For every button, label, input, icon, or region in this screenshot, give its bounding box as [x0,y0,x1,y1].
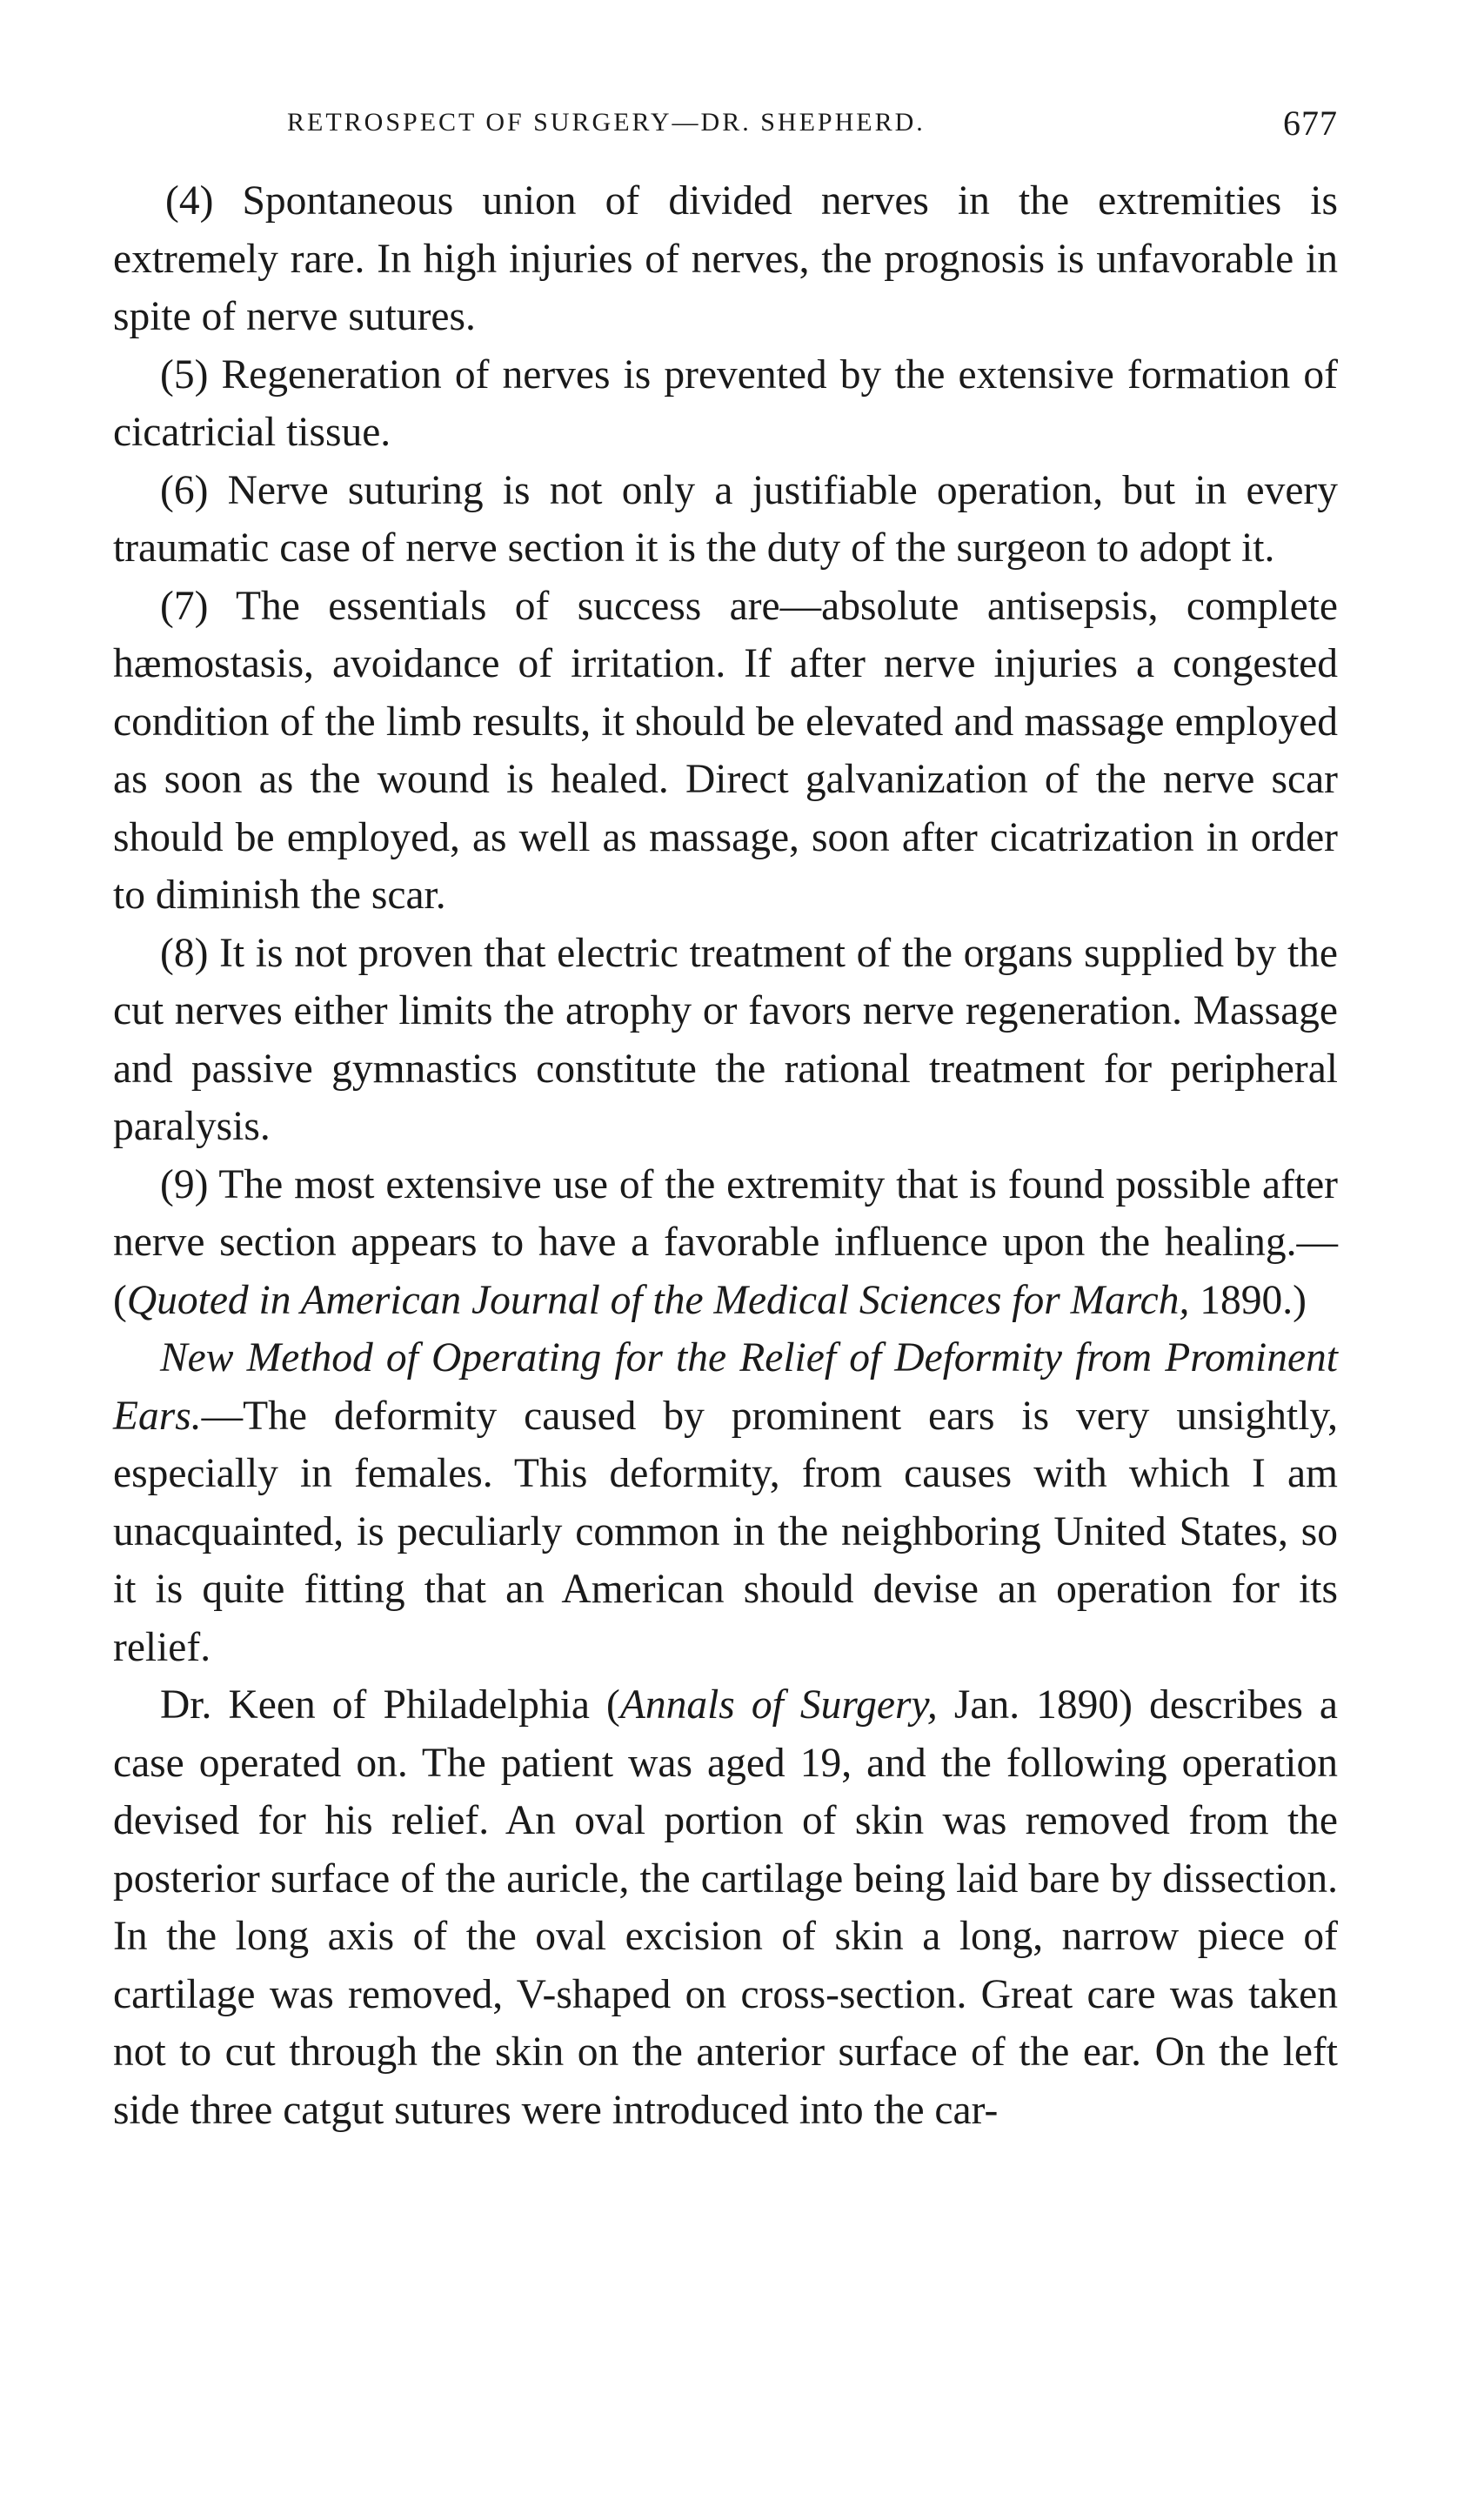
paragraph-keen-rest: Jan. 1890) describes a case operated on. The patient was aged 19, and the following operation devised for his relief. An oval portion of skin was removed from the posterior surface of the auricle, the cartilage being laid bare by dissection. In the long axis of the oval excision of skin a long, narrow piece of cartilage was removed, V-shaped on cross-section. Great care was taken not to cut through the skin on the anterior surface of the ear. On the left side three catgut sutures were introduced into the car- [113,1682,1339,2133]
running-head-title: RETROSPECT OF SURGERY—DR. SHEPHERD. [287,108,926,137]
page-number: 677 [1283,104,1338,143]
section-heading-prominent-ears: New Method of Operating for the Relief of Deformity from Prominent Ears. [113,1335,1338,1439]
body-text [113,172,1338,2139]
running-head [113,103,1338,172]
paragraph-ears-text: —The deformity caused by prominent ears is very unsightly, especially in females. This deformity, from causes with which I am unacquainted, is peculiarly common in the neighboring United States, so it is quite fitting that an American should devise an operation for its relief. [113,1393,1338,1670]
paragraph-4: (4) Spontaneous union of divided nerves in the extremities is extremely rare. In high injuries of nerves, the prognosis is unfavorable in spite of nerve sutures. [113,178,1338,339]
paragraph-keen [113,1676,1338,2139]
paragraph-keen-journal: Annals of Surgery, [619,1682,938,1728]
paragraph-keen-start: Dr. Keen of Philadelphia ( [160,1682,620,1728]
paragraph-5: (5) Regeneration of nerves is prevented by the extensive formation of cicatricial tissue. [113,351,1338,455]
paragraph-9-citation: Quoted in American Journal of the Medical Sciences for March, [126,1277,1190,1323]
paragraph-6: (6) Nerve suturing is not only a justifiable operation, but in every traumatic case of nerve section it is the duty of the surgeon to adopt it. [113,467,1338,571]
paragraph-9-end: 1890.) [1189,1277,1307,1323]
paragraph-9-text: (9) The most extensive use of the extremity that is found possible after nerve section appears to have a favorable influence upon the healing.—( [113,1161,1338,1323]
paragraph-ears [113,1329,1338,1676]
paragraph-7: (7) The essentials of success are—absolute antisepsis, complete hæmostasis, avoidance of irritation. If after nerve injuries a congested condition of the limb results, it should be elevated and massage employed as soon as the wound is healed. Direct galvanization of the nerve scar should be employed, as well as massage, soon after cicatrization in order to diminish the scar. [113,583,1338,918]
paragraph-8: (8) It is not proven that electric treatment of the organs supplied by the cut nerves either limits the atrophy or favors nerve regeneration. Massage and passive gymnastics constitute the rational treatment for peripheral paralysis. [113,930,1338,1149]
paragraph-9 [113,1156,1338,1330]
